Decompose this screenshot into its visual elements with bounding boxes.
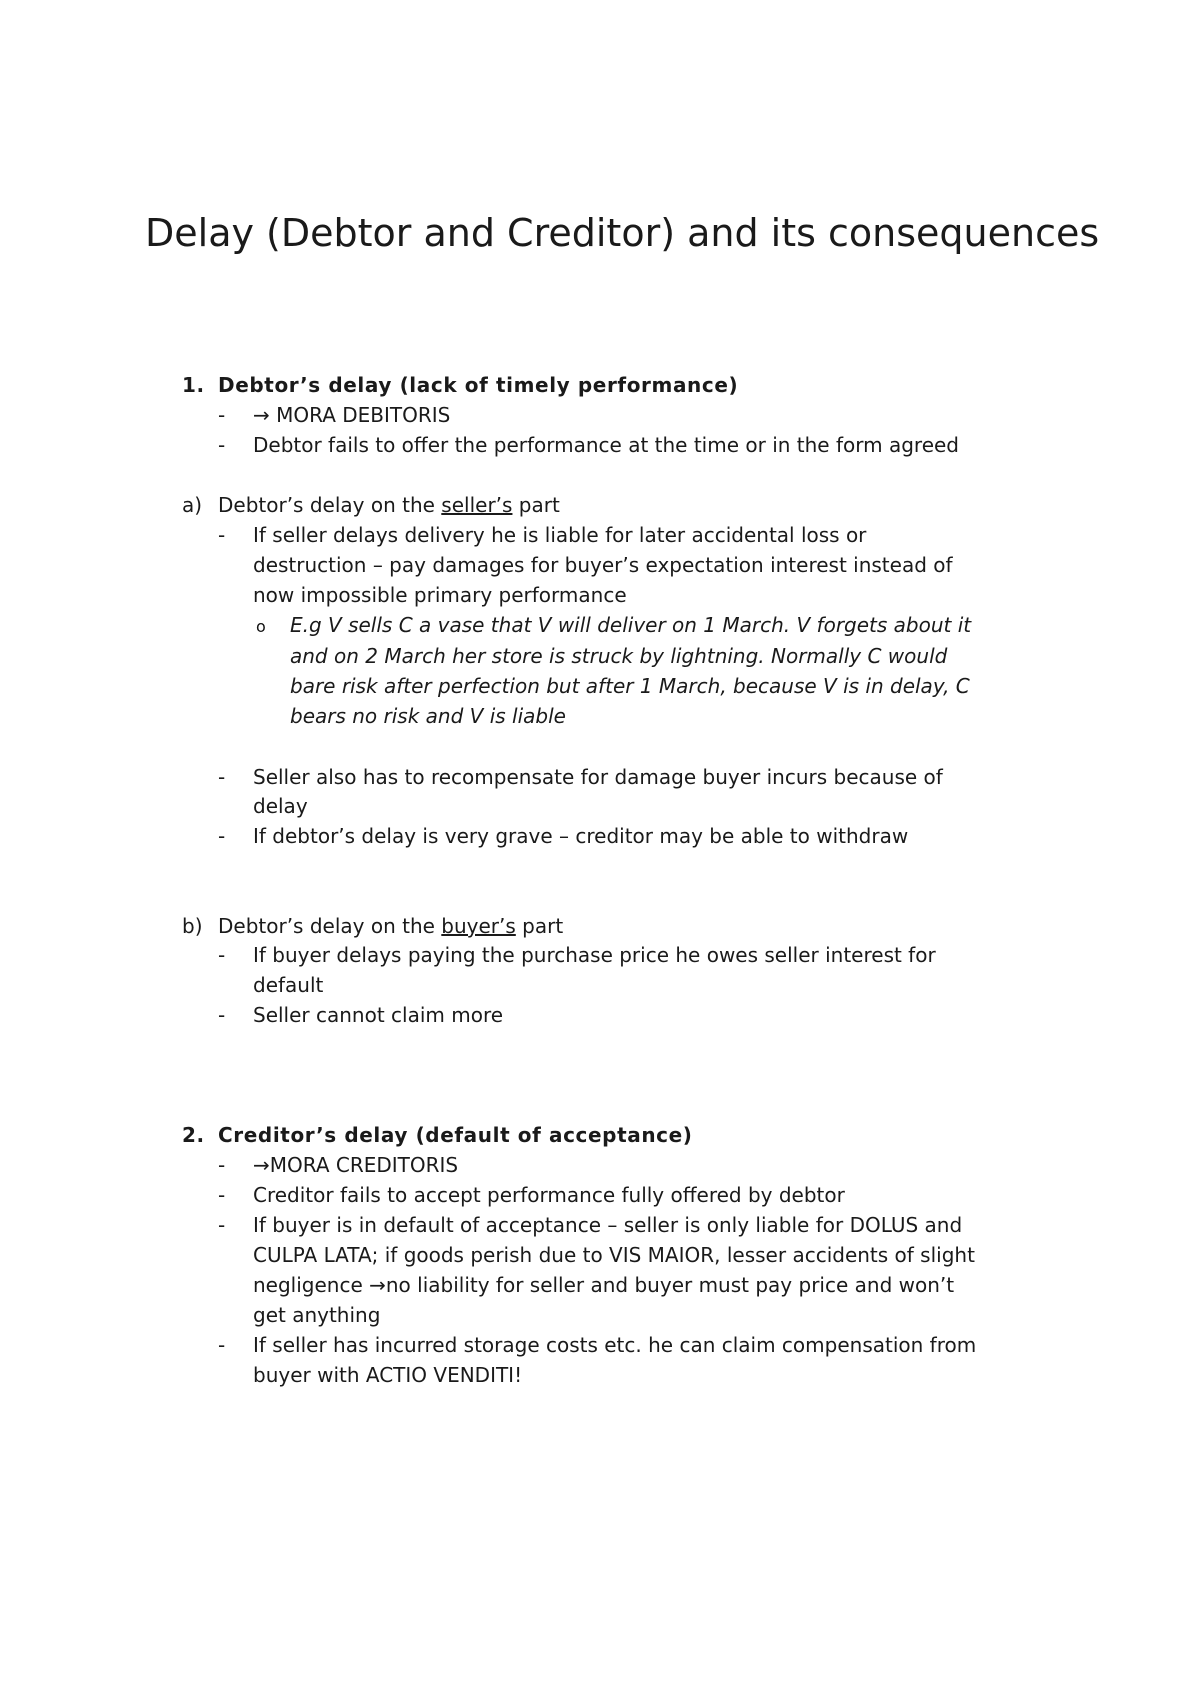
sub-a-bullet-1-line-1: If seller delays delivery he is liable for later accidental loss or	[253, 523, 867, 547]
section-1-heading: Debtor’s delay (lack of timely performance)	[218, 373, 739, 397]
sub-b-bullet-2: Seller cannot claim more	[253, 1003, 504, 1027]
sub-a-bullet-3: If debtor’s delay is very grave – creditor may be able to withdraw	[253, 824, 909, 848]
sub-a-suffix: part	[512, 493, 560, 517]
circle-bullet: o	[256, 617, 266, 636]
sub-b-suffix: part	[515, 914, 564, 938]
example-line-3: bare risk after perfection but after 1 March, because V is in delay, C	[290, 674, 970, 698]
example-line-4: bears no risk and V is liable	[290, 704, 566, 728]
dash-bullet: -	[218, 523, 226, 547]
bullet-mora-creditoris: →MORA CREDITORIS	[253, 1153, 459, 1177]
section-2-number: 2.	[182, 1123, 205, 1147]
section-1-number: 1.	[182, 373, 205, 397]
sub-a-bullet-2-line-2: delay	[253, 794, 308, 818]
section-2-bullet-3-line-1: If buyer is in default of acceptance – seller is only liable for DOLUS and	[253, 1213, 963, 1237]
dash-bullet: -	[218, 824, 226, 848]
dash-bullet: -	[218, 1153, 226, 1177]
dash-bullet: -	[218, 433, 226, 457]
sub-a-heading	[218, 490, 560, 520]
sub-b-heading	[218, 911, 563, 941]
sub-a-bullet-1-line-3: now impossible primary performance	[253, 583, 627, 607]
sub-b-bullet-1-line-2: default	[253, 973, 324, 997]
sub-a-prefix: Debtor’s delay on the	[218, 493, 442, 517]
sub-a-marker: a)	[182, 493, 203, 517]
section-2-bullet-4-line-2: buyer with ACTIO VENDITI!	[253, 1363, 523, 1387]
section-2-bullet-4-line-1: If seller has incurred storage costs etc. he can claim compensation from	[253, 1333, 977, 1357]
dash-bullet: -	[218, 1183, 226, 1207]
bullet-debtor-fails: Debtor fails to offer the performance at the time or in the form agreed	[253, 433, 959, 457]
dash-bullet: -	[218, 1213, 226, 1237]
dash-bullet: -	[218, 943, 226, 967]
sub-b-marker: b)	[182, 914, 203, 938]
bullet-creditor-fails: Creditor fails to accept performance fully offered by debtor	[253, 1183, 845, 1207]
dash-bullet: -	[218, 403, 226, 427]
example-line-1: E.g V sells C a vase that V will deliver on 1 March. V forgets about it	[290, 613, 972, 637]
sub-a-bullet-1-line-2: destruction – pay damages for buyer’s expectation interest instead of	[253, 553, 953, 577]
page-title: Delay (Debtor and Creditor) and its consequences	[145, 211, 1100, 255]
section-2-bullet-3-line-3: negligence →no liability for seller and buyer must pay price and won’t	[253, 1273, 955, 1297]
sub-a-bullet-2-line-1: Seller also has to recompensate for damage buyer incurs because of	[253, 765, 943, 789]
bullet-mora-debitoris: → MORA DEBITORIS	[253, 403, 451, 427]
sub-b-bullet-1-line-1: If buyer delays paying the purchase price he owes seller interest for	[253, 943, 936, 967]
dash-bullet: -	[218, 1333, 226, 1357]
dash-bullet: -	[218, 765, 226, 789]
section-2-heading: Creditor’s delay (default of acceptance)	[218, 1123, 693, 1147]
sub-b-prefix: Debtor’s delay on the	[218, 914, 442, 938]
dash-bullet: -	[218, 1003, 226, 1027]
section-2-bullet-3-line-4: get anything	[253, 1303, 381, 1327]
example-line-2: and on 2 March her store is struck by lightning. Normally C would	[290, 644, 948, 668]
sub-a-underlined: seller’s	[441, 493, 513, 517]
sub-b-underlined: buyer’s	[441, 914, 516, 938]
section-2-bullet-3-line-2: CULPA LATA; if goods perish due to VIS MAIOR, lesser accidents of slight	[253, 1243, 975, 1267]
